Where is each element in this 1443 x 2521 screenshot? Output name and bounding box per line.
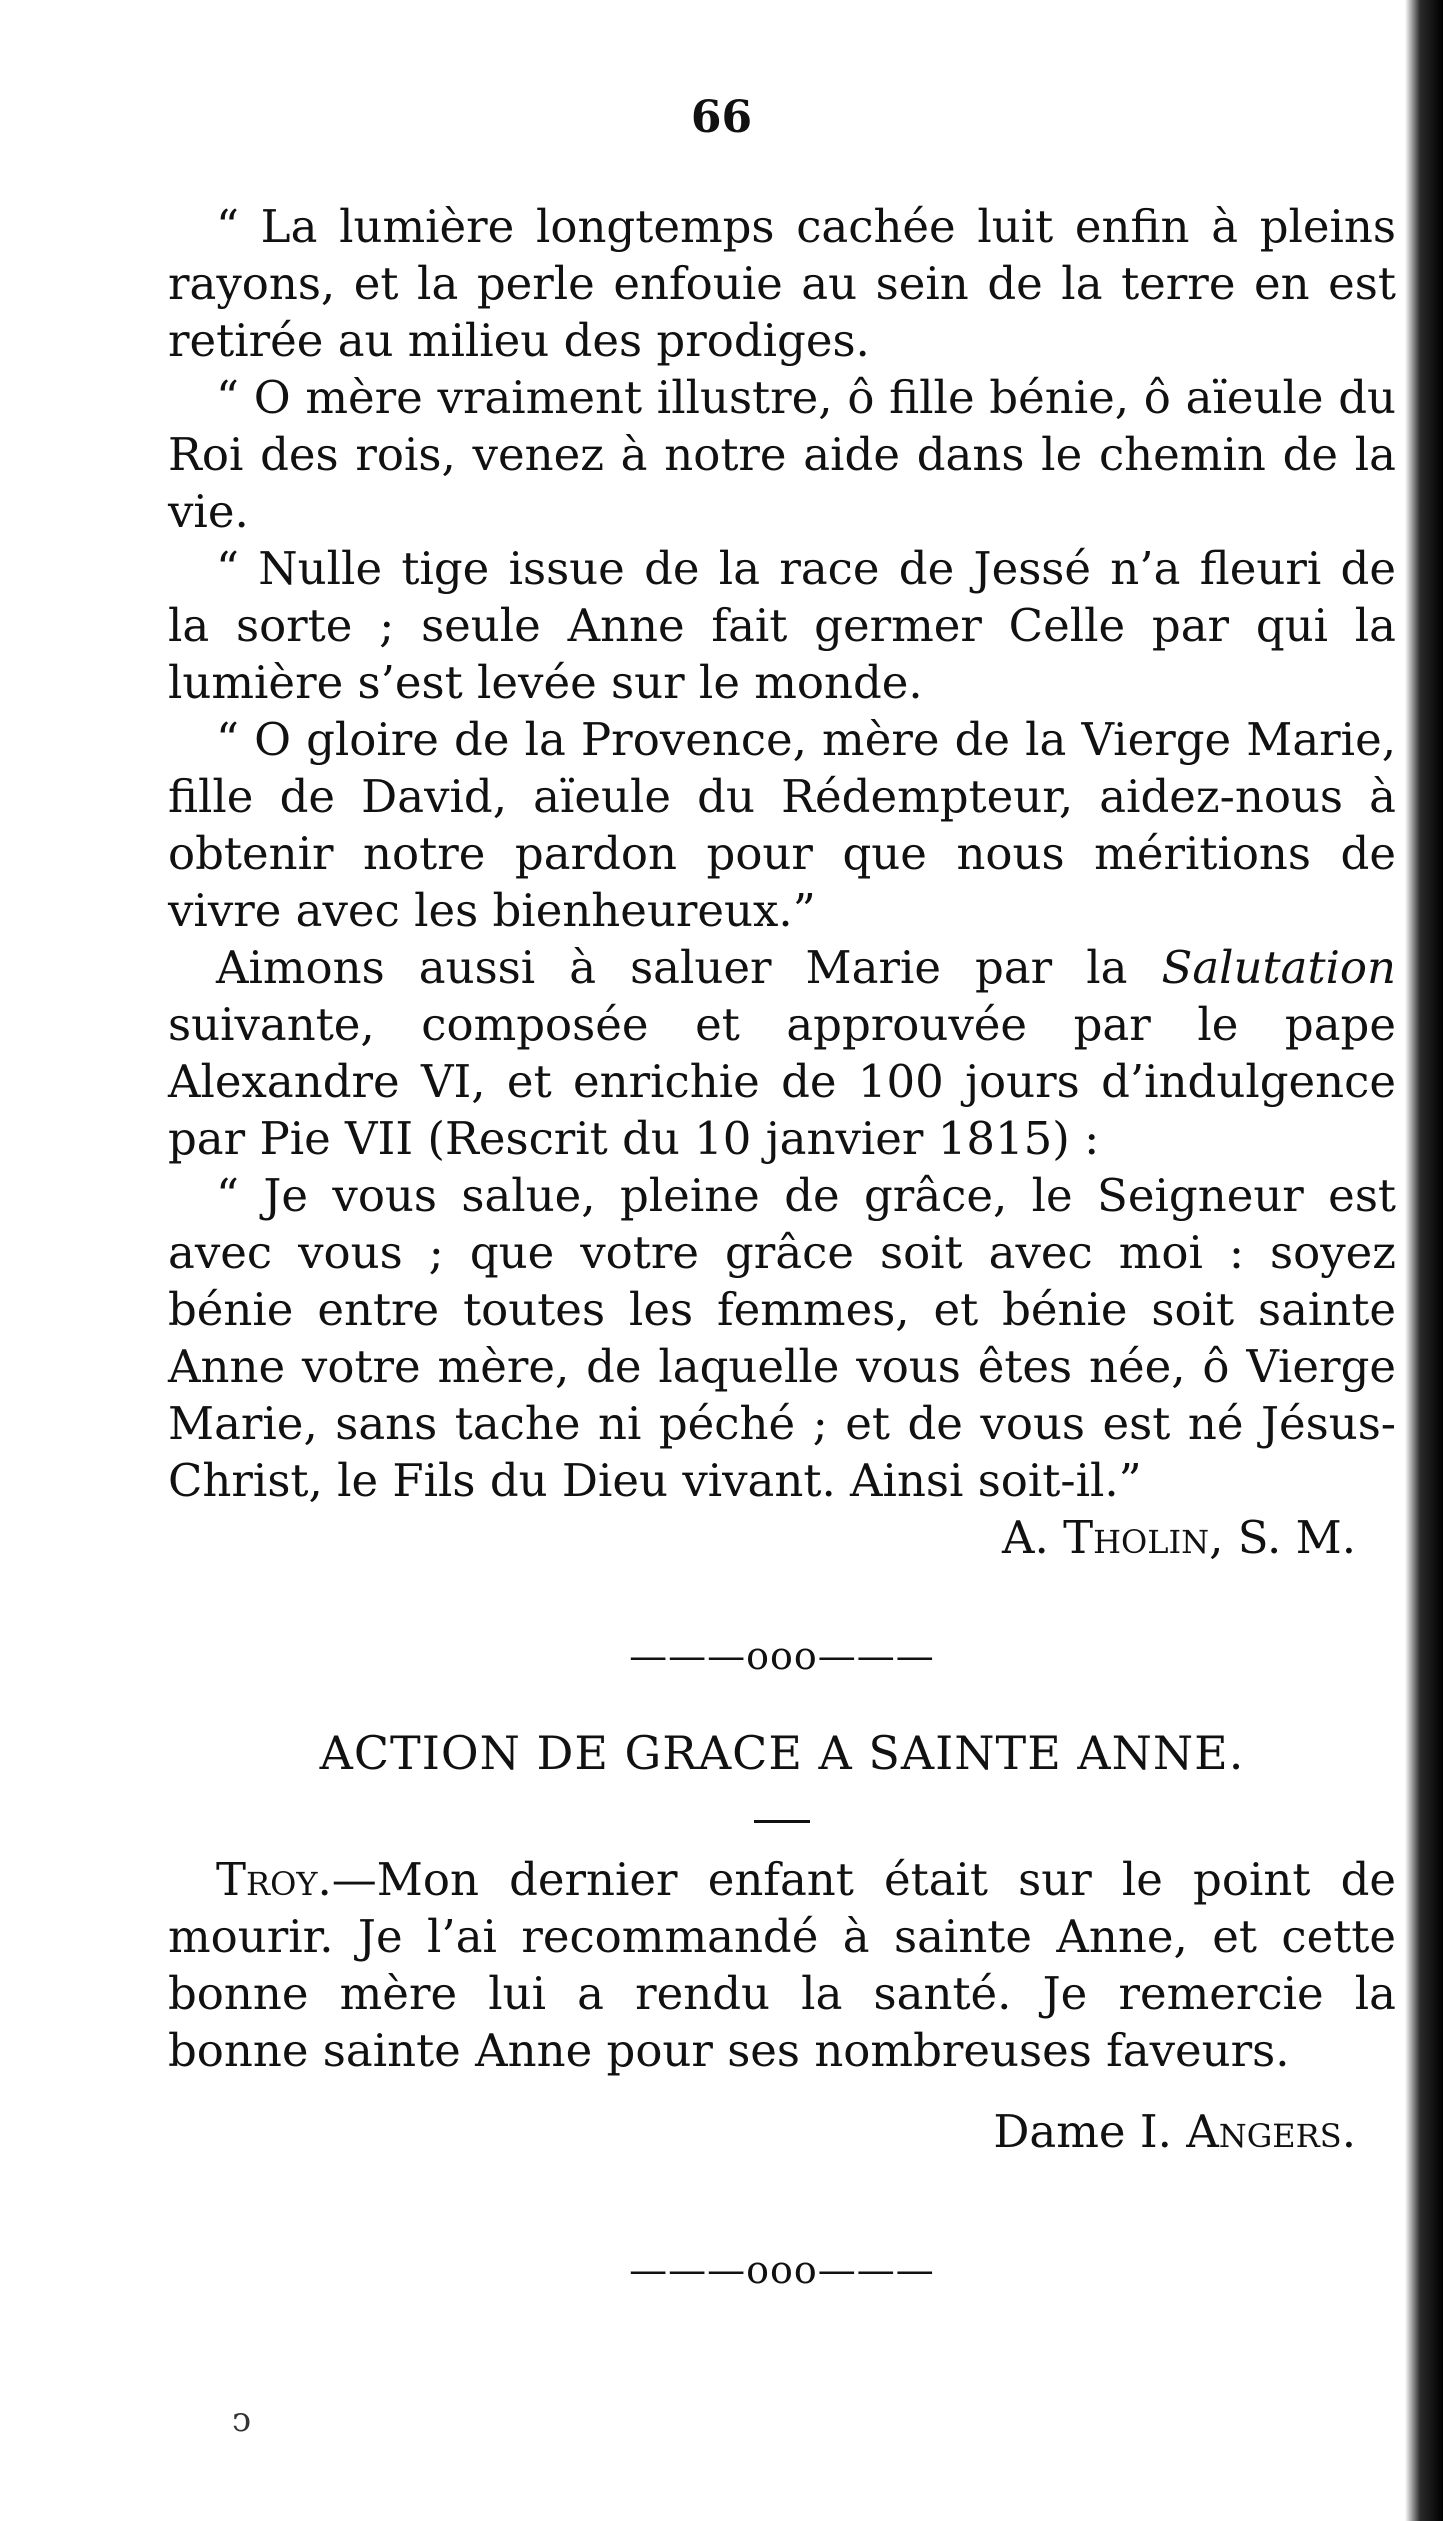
- salutation-intro-end: suivante, composée et approuvée par le pape Alexandre VI, et enrichie de 100 jours d’indulgence par Pie VII (Rescrit du 10 janvier 1815) :: [168, 998, 1396, 1165]
- salutation-word: Salutation: [1161, 941, 1396, 994]
- signature-order: , S. M.: [1209, 1511, 1356, 1564]
- hymn-paragraph-1: “ La lumière longtemps cachée luit enfin à pleins rayons, et la perle enfouie au sein de la terre en est retirée au milieu des prodiges.: [168, 200, 1396, 367]
- hymn-paragraph-3: “ Nulle tige issue de la race de Jessé n’a fleuri de la sorte ; seule Anne fait germer Celle par qui la lumière s’est levée sur le monde.: [168, 542, 1396, 709]
- hymn-paragraph-4: “ O gloire de la Provence, mère de la Vierge Marie, fille de David, aïeule du Rédempteur, aidez-nous à obtenir notre pardon pour que nous méritions de vivre avec les bienheureux.”: [168, 713, 1396, 937]
- signature-end: .: [1341, 2105, 1356, 2158]
- signature-initial: A.: [1002, 1511, 1049, 1564]
- signature-surname: Angers: [1186, 2105, 1342, 2158]
- separator-ooo-1: ———ooo———: [629, 1634, 935, 1678]
- page-body: [168, 198, 1396, 2299]
- separator-ooo-2: ———ooo———: [629, 2248, 935, 2292]
- testimony-troy: [168, 1851, 1396, 2079]
- heading-rule: [754, 1820, 810, 1823]
- testimony-place: Troy.: [216, 1853, 332, 1906]
- salutation-intro-start: Aimons aussi à saluer Marie par la: [216, 941, 1162, 994]
- ink-speck: ↄ: [232, 2400, 252, 2440]
- hymn-paragraph-2: “ O mère vraiment illustre, ô fille bénie, ô aïeule du Roi des rois, venez à notre aide dans le chemin de la vie.: [168, 371, 1396, 538]
- signature-surname: Tholin: [1063, 1511, 1210, 1564]
- testimony-text: —Mon dernier enfant était sur le point de mourir. Je l’ai recommandé à sainte Anne, et cette bonne mère lui a rendu la santé. Je remercie la bonne sainte Anne pour ses nombreuses faveurs.: [168, 1853, 1396, 2077]
- prayer-text: “ Je vous salue, pleine de grâce, le Seigneur est avec vous ; que votre grâce soit avec moi : soyez bénie entre toutes les femmes, et bénie soit sainte Anne votre mère, de laquelle vous êtes née, ô Vierge Marie, sans tache ni péché ; et de vous est né Jésus-Christ, le Fils du Dieu vivant. Ainsi soit-il.”: [168, 1169, 1396, 1507]
- signature-tholin: [168, 1509, 1396, 1566]
- section-heading: ACTION DE GRACE A SAINTE ANNE.: [319, 1726, 1245, 1780]
- scan-edge-shadow: [1405, 0, 1443, 2521]
- page-number: 66: [690, 92, 753, 143]
- signature-prefix: Dame I.: [993, 2105, 1187, 2158]
- signature-angers: [168, 2103, 1396, 2160]
- salutation-intro: [168, 939, 1396, 1167]
